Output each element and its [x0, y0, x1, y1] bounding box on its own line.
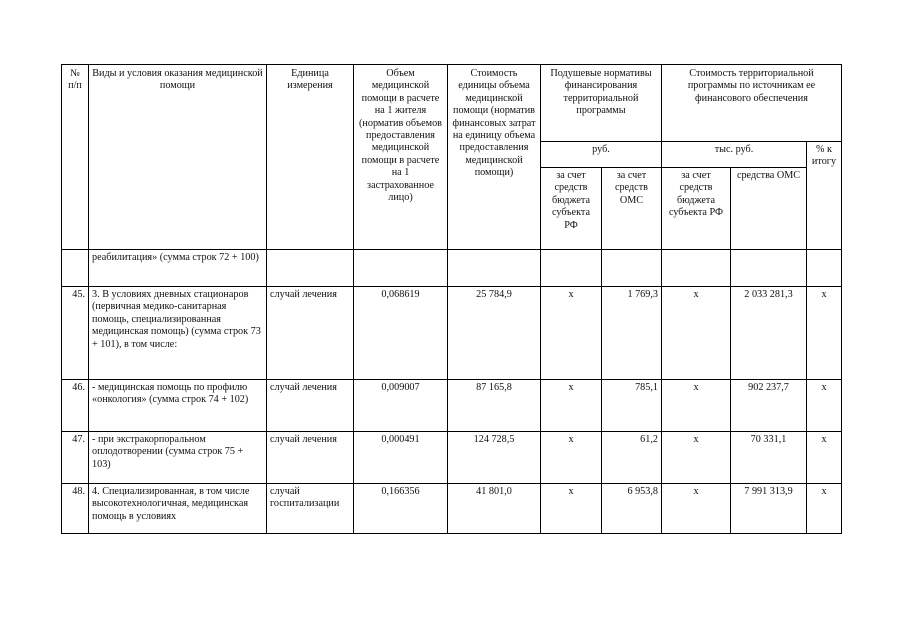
header-oms-thous: средства ОМС: [731, 168, 807, 250]
row-volume: 0,166356: [354, 484, 448, 534]
header-rub: руб.: [541, 142, 662, 168]
header-num: № п/п: [62, 65, 89, 250]
table-row: [62, 380, 842, 432]
header-row-1: [62, 65, 842, 142]
row-budget-thous: х: [662, 432, 731, 484]
row-kind: реабилитация» (сумма строк 72 + 100): [89, 250, 267, 287]
row-oms-rub: 1 769,3: [602, 287, 662, 380]
header-per-capita: Подушевые нормативы финансирования территориальной программы: [541, 65, 662, 142]
row-budget-rub: х: [541, 484, 602, 534]
row-volume: 0,068619: [354, 287, 448, 380]
header-oms-funds: за счет средств ОМС: [602, 168, 662, 250]
row-unit: случай госпитализации: [267, 484, 354, 534]
row-volume: 0,000491: [354, 432, 448, 484]
row-oms-rub: [602, 250, 662, 287]
row-kind: - при экстракорпоральном оплодотворении (сумма строк 75 + 103): [89, 432, 267, 484]
row-cost: 25 784,9: [448, 287, 541, 380]
header-kinds: Виды и условия оказания медицинской помощи: [89, 65, 267, 250]
row-pct: х: [807, 432, 842, 484]
row-volume: [354, 250, 448, 287]
row-budget-rub: х: [541, 380, 602, 432]
row-oms-rub: 785,1: [602, 380, 662, 432]
row-cost: 41 801,0: [448, 484, 541, 534]
row-oms-rub: 6 953,8: [602, 484, 662, 534]
row-oms-thous: 2 033 281,3: [731, 287, 807, 380]
row-kind: 4. Специализированная, в том числе высокотехнологичная, медицинская помощь в условиях: [89, 484, 267, 534]
row-oms-rub: 61,2: [602, 432, 662, 484]
row-budget-rub: [541, 250, 602, 287]
header-percent: % к итогу: [807, 142, 842, 250]
row-unit: случай лечения: [267, 287, 354, 380]
row-volume: 0,009007: [354, 380, 448, 432]
row-oms-thous: 70 331,1: [731, 432, 807, 484]
table-row: [62, 250, 842, 287]
row-budget-thous: х: [662, 484, 731, 534]
row-cost: [448, 250, 541, 287]
row-pct: [807, 250, 842, 287]
header-territorial: Стоимость территориальной программы по источникам ее финансового обеспечения: [662, 65, 842, 142]
row-unit: [267, 250, 354, 287]
row-oms-thous: 7 991 313,9: [731, 484, 807, 534]
row-kind: - медицинская помощь по профилю «онкология» (сумма строк 74 + 102): [89, 380, 267, 432]
financing-table: [61, 64, 842, 534]
row-num: 48.: [62, 484, 89, 534]
row-budget-rub: х: [541, 432, 602, 484]
row-pct: х: [807, 380, 842, 432]
row-num: 47.: [62, 432, 89, 484]
row-pct: х: [807, 287, 842, 380]
row-cost: 124 728,5: [448, 432, 541, 484]
table-row: [62, 432, 842, 484]
header-thous-rub: тыс. руб.: [662, 142, 807, 168]
row-budget-thous: [662, 250, 731, 287]
header-budget-rf: за счет средств бюджета субъекта РФ: [541, 168, 602, 250]
row-budget-rub: х: [541, 287, 602, 380]
row-unit: случай лечения: [267, 432, 354, 484]
row-num: 46.: [62, 380, 89, 432]
header-unit: Единица измерения: [267, 65, 354, 250]
row-pct: х: [807, 484, 842, 534]
row-oms-thous: 902 237,7: [731, 380, 807, 432]
header-budget-rf-thous: за счет средств бюджета субъекта РФ: [662, 168, 731, 250]
row-budget-thous: х: [662, 380, 731, 432]
header-volume: Объем медицинской помощи в расчете на 1 жителя (норматив объемов предоставления медицинской помощи в расчете на 1 застрахованное лицо): [354, 65, 448, 250]
table-row: [62, 484, 842, 534]
row-kind: 3. В условиях дневных стационаров (первичная медико-санитарная помощь, специализированная медицинская помощь) (сумма строк 73 + 101), в том числе:: [89, 287, 267, 380]
table-row: [62, 287, 842, 380]
row-oms-thous: [731, 250, 807, 287]
row-num: [62, 250, 89, 287]
row-unit: случай лечения: [267, 380, 354, 432]
row-num: 45.: [62, 287, 89, 380]
row-cost: 87 165,8: [448, 380, 541, 432]
header-cost: Стоимость единицы объема медицинской помощи (норматив финансовых затрат на единицу объема предоставления медицинской помощи): [448, 65, 541, 250]
row-budget-thous: х: [662, 287, 731, 380]
